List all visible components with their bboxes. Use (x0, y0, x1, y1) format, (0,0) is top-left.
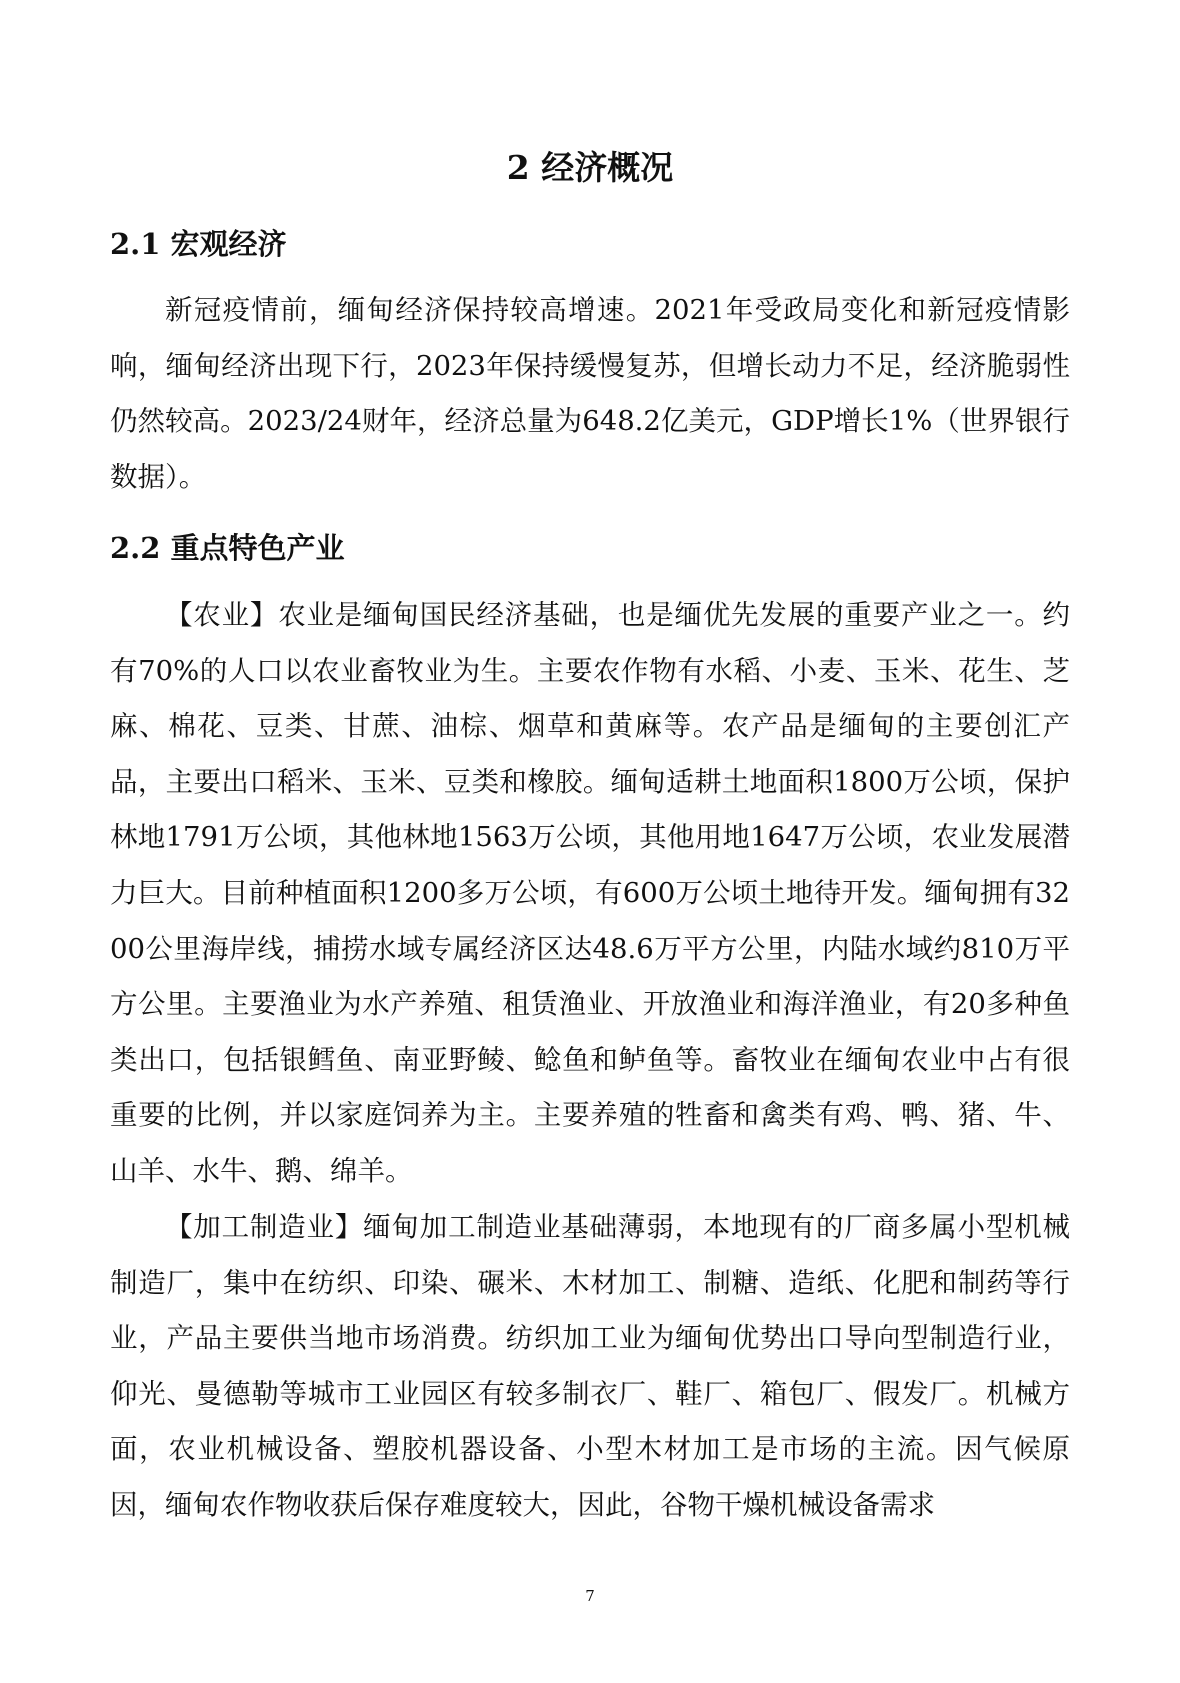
paragraph-macro-economy: 新冠疫情前，缅甸经济保持较高增速。2021年受政局变化和新冠疫情影响，缅甸经济出现下行，2023年保持缓慢复苏，但增长动力不足，经济脆弱性仍然较高。2023/24财年，经济总量为648.2亿美元，GDP增长1%（世界银行数据）。 (110, 294, 1070, 493)
paragraph-agriculture: 【农业】农业是缅甸国民经济基础，也是缅优先发展的重要产业之一。约有70%的人口以农业畜牧业为生。主要农作物有水稻、小麦、玉米、花生、芝麻、棉花、豆类、甘蔗、油棕、烟草和黄麻等。农产品是缅甸的主要创汇产品，主要出口稻米、玉米、豆类和橡胶。缅甸适耕土地面积1800万公顷，保护林地1791万公顷，其他林地1563万公顷，其他用地1647万公顷，农业发展潜力巨大。目前种植面积1200多万公顷，有600万公顷土地待开发。缅甸拥有3200公里海岸线，捕捞水域专属经济区达48.6万平方公里，内陆水域约810万平方公里。主要渔业为水产养殖、租赁渔业、开放渔业和海洋渔业，有20多种鱼类出口，包括银鳕鱼、南亚野鲮、鲶鱼和鲈鱼等。畜牧业在缅甸农业中占有很重要的比例，并以家庭饲养为主。主要养殖的牲畜和禽类有鸡、鸭、猪、牛、山羊、水牛、鹅、绵羊。 (110, 599, 1070, 1187)
chapter-title: 2 经济概况 (506, 148, 674, 187)
page-number: 7 (585, 1587, 595, 1605)
section-heading-key-industries: 2.2 重点特色产业 (110, 531, 345, 565)
section-heading-macro-economy: 2.1 宏观经济 (110, 227, 287, 261)
paragraph-manufacturing: 【加工制造业】缅甸加工制造业基础薄弱，本地现有的厂商多属小型机械制造厂，集中在纺织、印染、碾米、木材加工、制糖、造纸、化肥和制药等行业，产品主要供当地市场消费。纺织加工业为缅甸优势出口导向型制造行业，仰光、曼德勒等城市工业园区有较多制衣厂、鞋厂、箱包厂、假发厂。机械方面，农业机械设备、塑胶机器设备、小型木材加工是市场的主流。因气候原因，缅甸农作物收获后保存难度较大，因此，谷物干燥机械设备需求 (110, 1211, 1070, 1521)
